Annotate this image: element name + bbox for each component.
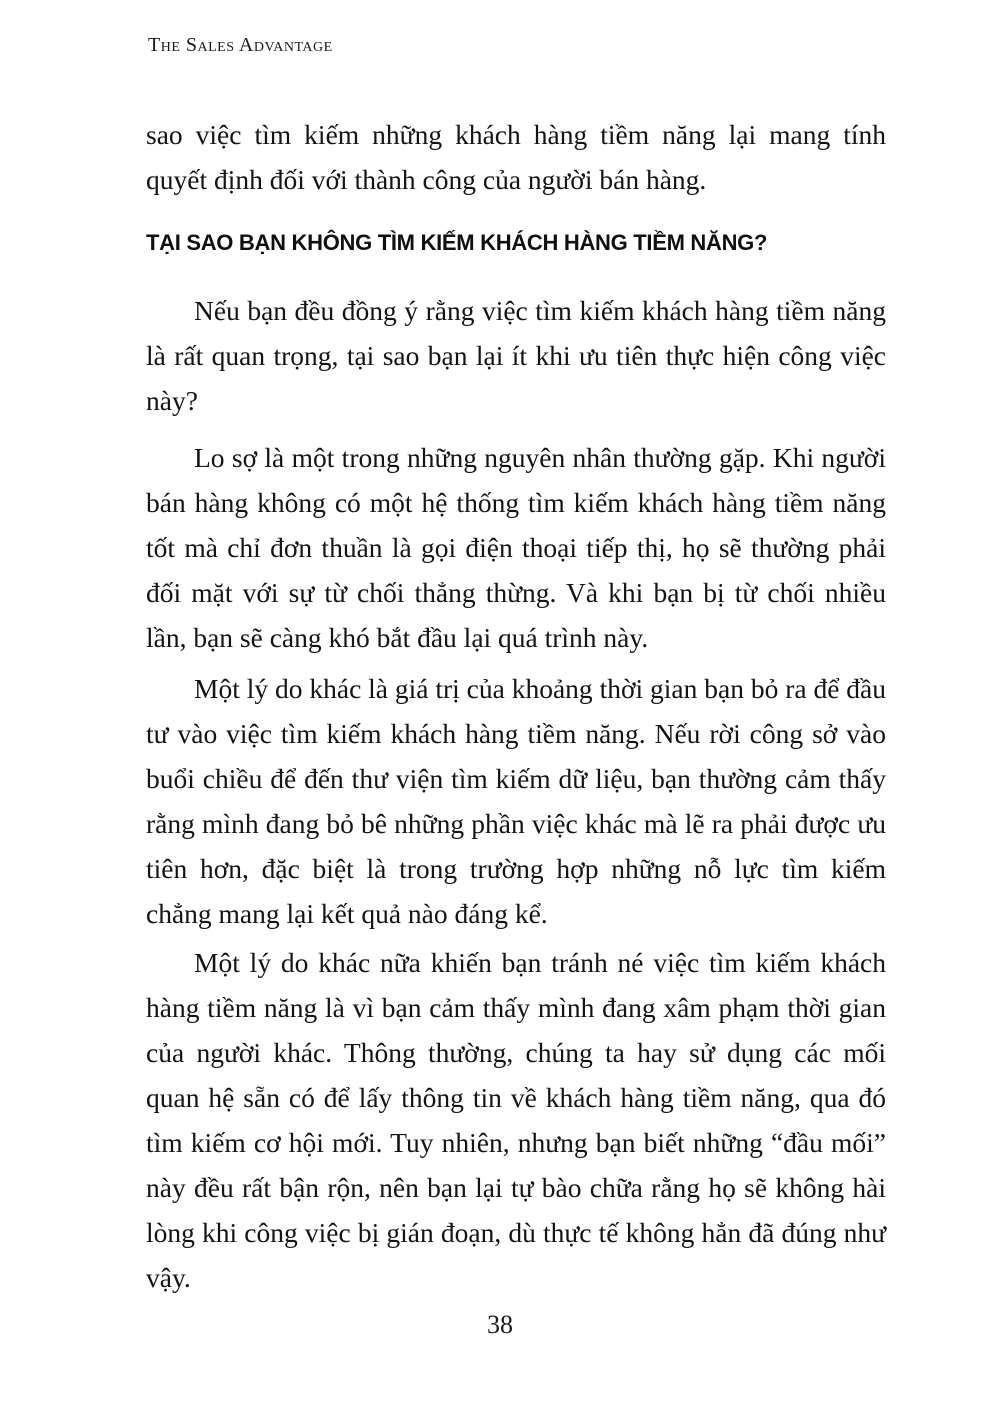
running-header-title: The Sales Advantage bbox=[148, 34, 333, 56]
body-paragraph: Một lý do khác nữa khiến bạn tránh né việc tìm kiếm khách hàng tiềm năng là vì bạn cảm thấy mình đang xâm phạm thời gian của người khác. Thông thường, chúng ta hay sử dụng các mối quan hệ sẵn có để lấy thông tin về khách hàng tiềm năng, qua đó tìm kiếm cơ hội mới. Tuy nhiên, nhưng bạn biết những “đầu mối” này đều rất bận rộn, nên bạn lại tự bào chữa rằng họ sẽ không hài lòng khi công việc bị gián đoạn, dù thực tế không hẳn đã đúng như vậy. bbox=[146, 947, 886, 1293]
body-paragraph: Nếu bạn đều đồng ý rằng việc tìm kiếm khách hàng tiềm năng là rất quan trọng, tại sao bạn lại ít khi ưu tiên thực hiện công việc này? bbox=[146, 295, 886, 416]
page-number: 38 bbox=[487, 1310, 513, 1339]
body-paragraph: Lo sợ là một trong những nguyên nhân thường gặp. Khi người bán hàng không có một hệ thống tìm kiếm khách hàng tiềm năng tốt mà chỉ đơn thuần là gọi điện thoại tiếp thị, họ sẽ thường phải đối mặt với sự từ chối thẳng thừng. Và khi bạn bị từ chối nhiều lần, bạn sẽ càng khó bắt đầu lại quá trình này. bbox=[146, 442, 886, 653]
body-paragraph: Một lý do khác là giá trị của khoảng thời gian bạn bỏ ra để đầu tư vào việc tìm kiếm khách hàng tiềm năng. Nếu rời công sở vào buổi chiều để đến thư viện tìm kiếm dữ liệu, bạn thường cảm thấy rằng mình đang bỏ bê những phần việc khác mà lẽ ra phải được ưu tiên hơn, đặc biệt là trong trường hợp những nỗ lực tìm kiếm chẳng mang lại kết quả nào đáng kể. bbox=[146, 673, 886, 929]
intro-paragraph: sao việc tìm kiếm những khách hàng tiềm năng lại mang tính quyết định đối với thành công của người bán hàng. bbox=[146, 119, 886, 195]
section-heading: TẠI SAO BẠN KHÔNG TÌM KIẾM KHÁCH HÀNG TIỀM NĂNG? bbox=[146, 230, 768, 255]
